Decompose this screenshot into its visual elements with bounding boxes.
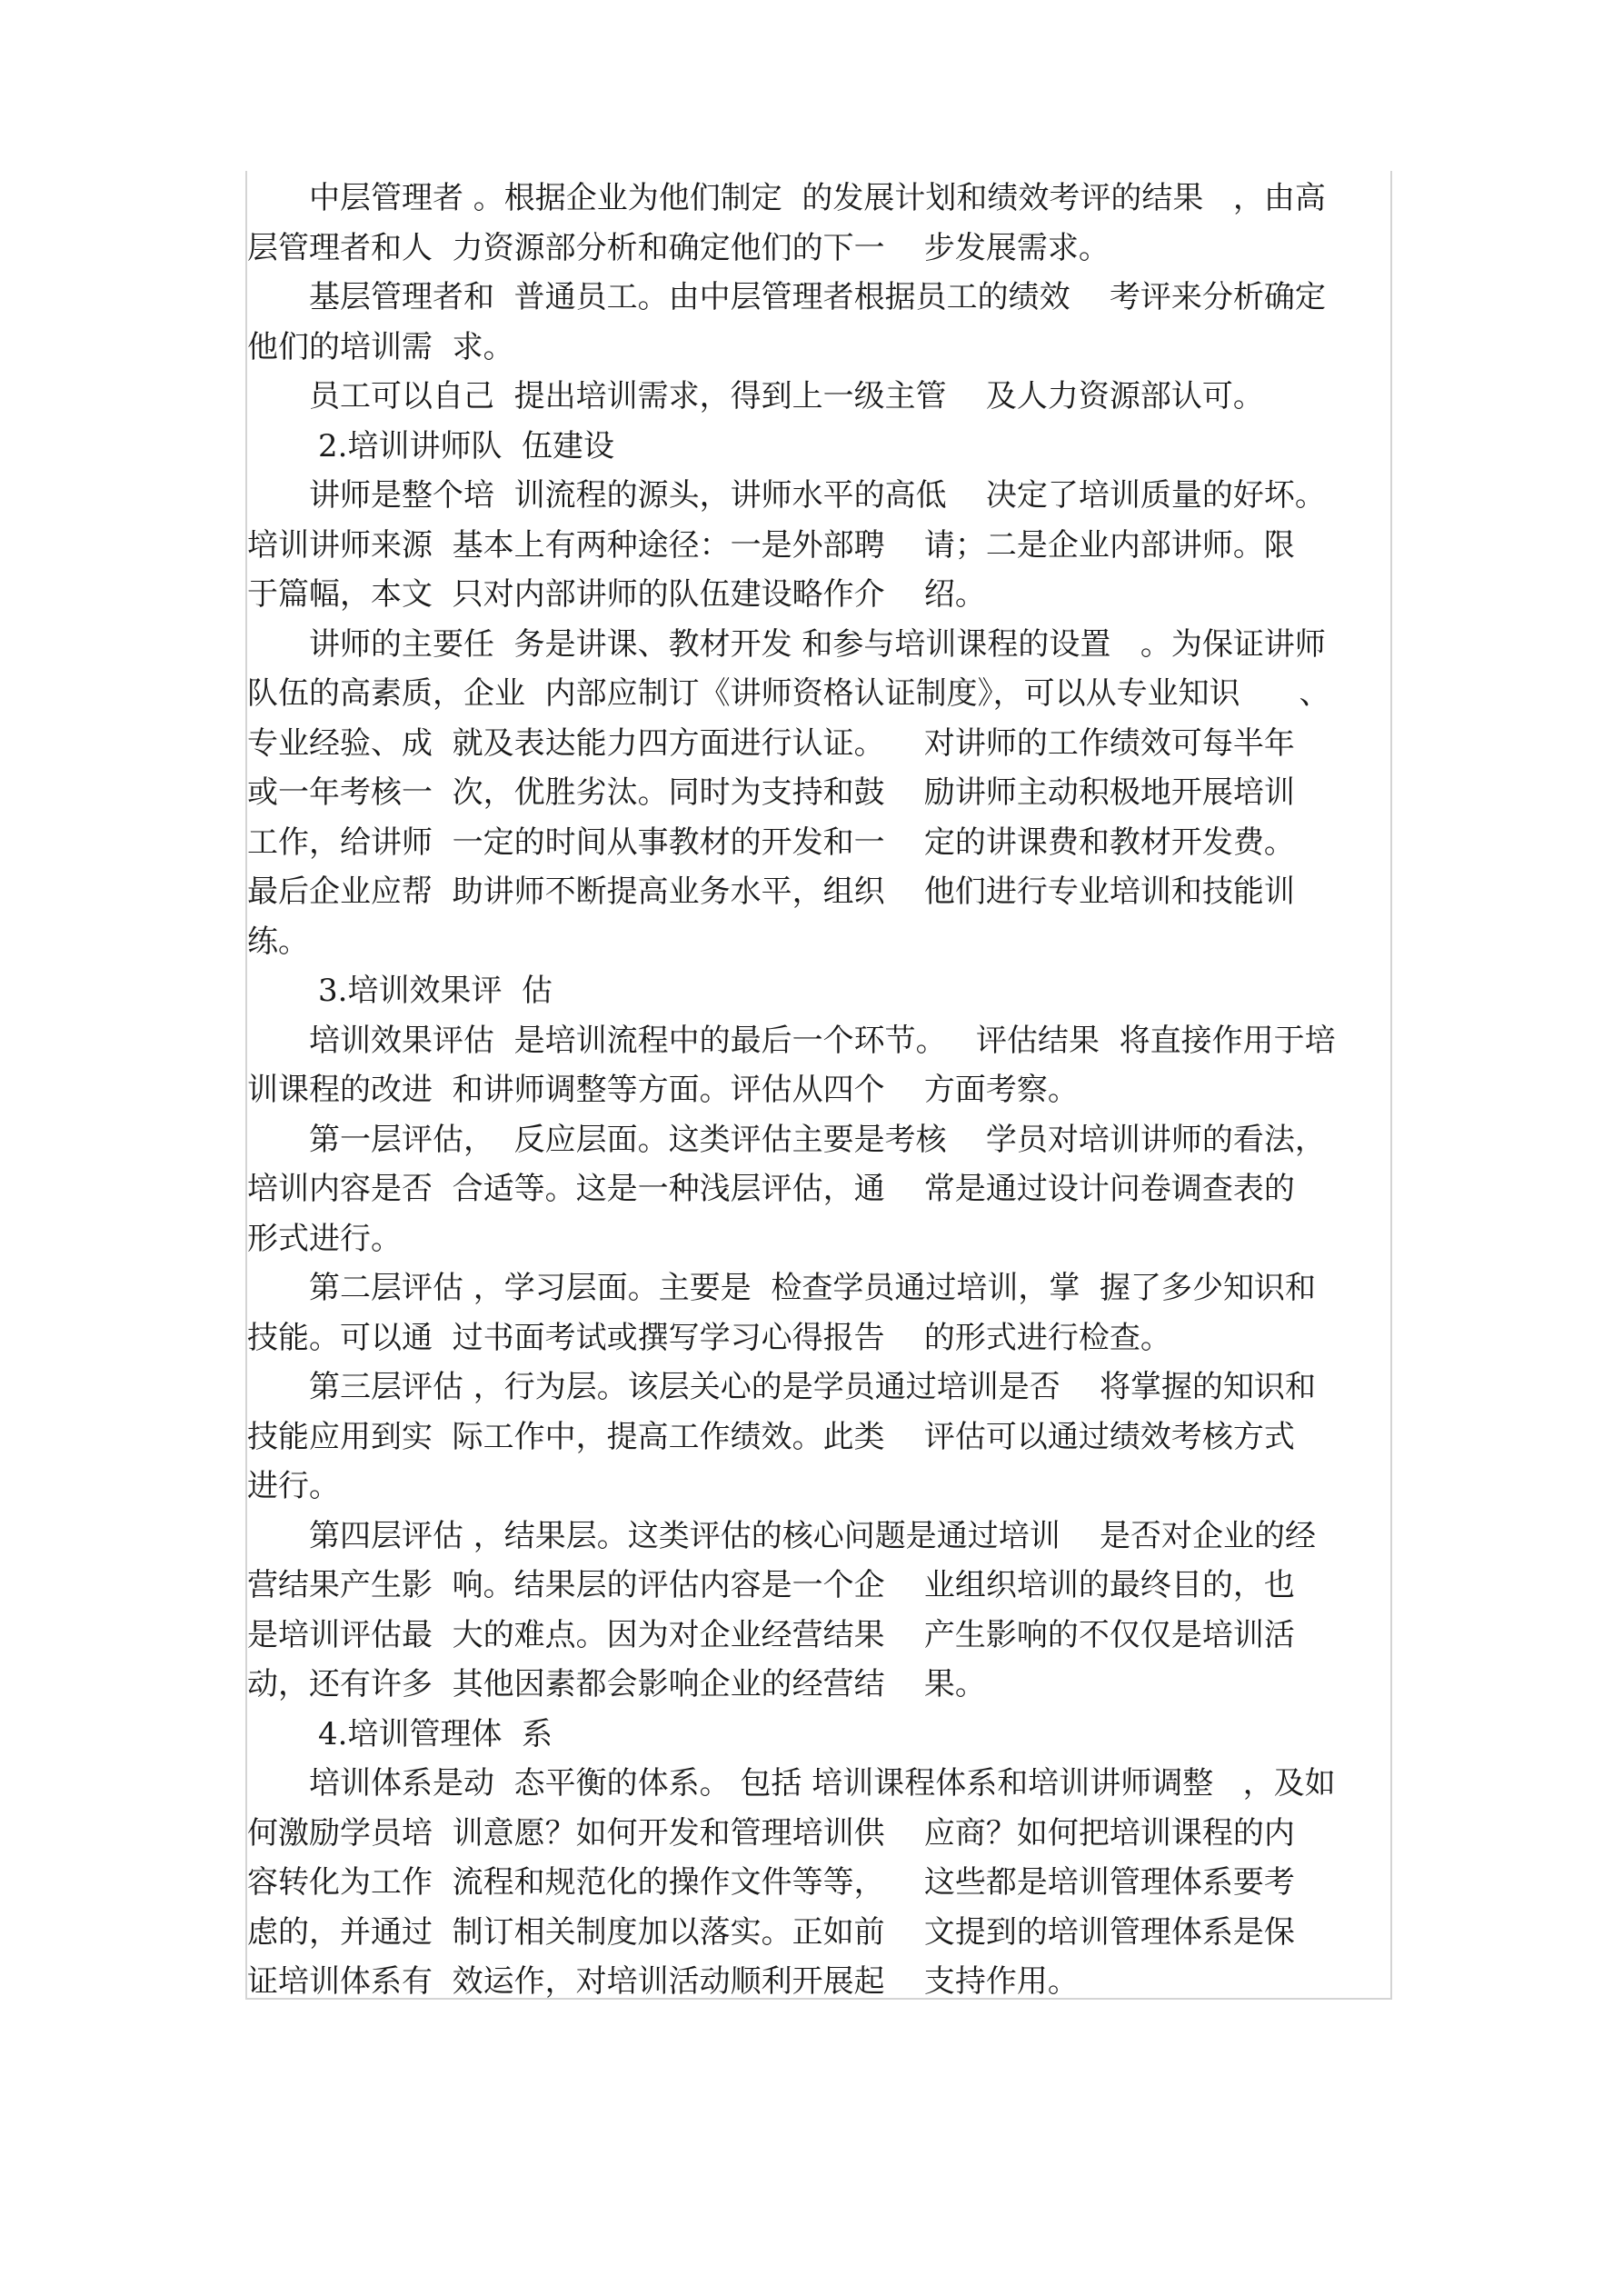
- text-line: 证培训体系有 效运作，对培训活动顺利开展起 支持作用。: [247, 1963, 1079, 2000]
- text-line: 培训内容是否 合适等。这是一种浅层评估，通 常是通过设计问卷调查表的: [247, 1171, 1295, 1207]
- text-line: 最后企业应帮 助讲师不断提高业务水平，组织 他们进行专业培训和技能训: [247, 873, 1295, 910]
- text-line: 层管理者和人 力资源部分析和确定他们的下一 步发展需求。: [247, 229, 1110, 266]
- text-line: 是培训评估最 大的难点。因为对企业经营结果 产生影响的不仅仅是培训活: [247, 1616, 1295, 1653]
- text-line: 他们的培训需 求。: [247, 328, 514, 365]
- text-line: 基层管理者和 普通员工。由中层管理者根据员工的绩效 考评来分析确定: [309, 279, 1326, 315]
- text-line: 培训体系是动 态平衡的体系。 包括 培训课程体系和培训讲师调整 ，及如: [309, 1765, 1336, 1802]
- text-line: 技能应用到实 际工作中，提高工作绩效。此类 评估可以通过绩效考核方式: [247, 1418, 1295, 1455]
- text-line: 营结果产生影 响。结果层的评估内容是一个企 业组织培训的最终目的，也: [247, 1567, 1295, 1603]
- text-line: 队伍的高素质，企业 内部应制订《讲师资格认证制度》，可以从专业知识 、: [247, 675, 1330, 712]
- text-line: 动，还有许多 其他因素都会影响企业的经营结 果。: [247, 1666, 986, 1702]
- text-line: 技能。可以通 过书面考试或撰写学习心得报告 的形式进行检查。: [247, 1319, 1171, 1356]
- text-line: 第三层评估 ，行为层。该层关心的是学员通过培训是否 将掌握的知识和: [309, 1369, 1317, 1405]
- text-line: 虑的，并通过 制订相关制度加以落实。正如前 文提到的培训管理体系是保: [247, 1913, 1295, 1951]
- text-line: 员工可以自己 提出培训需求，得到上一级主管 及人力资源部认可。: [309, 378, 1264, 414]
- text-line: 何激励学员培 训意愿？如何开发和管理培训供 应商？如何把培训课程的内: [247, 1814, 1295, 1852]
- text-line: 培训效果评估 是培训流程中的最后一个环节。 评估结果 将直接作用于培: [309, 1022, 1336, 1059]
- text-line: 容转化为工作 流程和规范化的操作文件等等， 这些都是培训管理体系要考: [247, 1864, 1295, 1901]
- text-line: 进行。: [247, 1468, 340, 1504]
- text-line: 于篇幅，本文 只对内部讲师的队伍建设略作介 绍。: [247, 576, 986, 613]
- section-heading: 2.培训讲师队 伍建设: [318, 427, 615, 464]
- text-line: 讲师是整个培 训流程的源头，讲师水平的高低 决定了培训质量的好坏。: [309, 477, 1326, 514]
- section-heading: 3.培训效果评 估: [318, 973, 553, 1009]
- text-line: 专业经验、成 就及表达能力四方面进行认证。 对讲师的工作绩效可每半年: [247, 724, 1295, 762]
- text-line: 工作，给讲师 一定的时间从事教材的开发和一 定的讲课费和教材开发费。: [247, 824, 1295, 861]
- section-heading: 4.培训管理体 系: [318, 1715, 553, 1752]
- document-body: [247, 174, 1401, 2007]
- text-line: 第四层评估 ，结果层。这类评估的核心问题是通过培训 是否对企业的经: [309, 1517, 1317, 1554]
- text-line: 训课程的改进 和讲师调整等方面。评估从四个 方面考察。: [247, 1072, 1079, 1108]
- text-line: 培训讲师来源 基本上有两种途径：一是外部聘 请；二是企业内部讲师。限: [247, 526, 1295, 564]
- text-line: 讲师的主要任 务是讲课、教材开发 和参与培训课程的设置 。为保证讲师: [309, 625, 1326, 663]
- text-line: 或一年考核一 次，优胜劣汰。同时为支持和鼓 励讲师主动积极地开展培训: [247, 774, 1295, 811]
- text-line: 第一层评估， 反应层面。这类评估主要是考核 学员对培训讲师的看法，: [309, 1121, 1326, 1158]
- text-line: 第二层评估 ，学习层面。主要是 检查学员通过培训，掌 握了多少知识和: [309, 1270, 1317, 1306]
- text-line: 中层管理者 。根据企业为他们制定 的发展计划和绩效考评的结果 ，由高: [309, 180, 1326, 216]
- text-line: 形式进行。: [247, 1220, 402, 1257]
- text-line: 练。: [247, 923, 309, 960]
